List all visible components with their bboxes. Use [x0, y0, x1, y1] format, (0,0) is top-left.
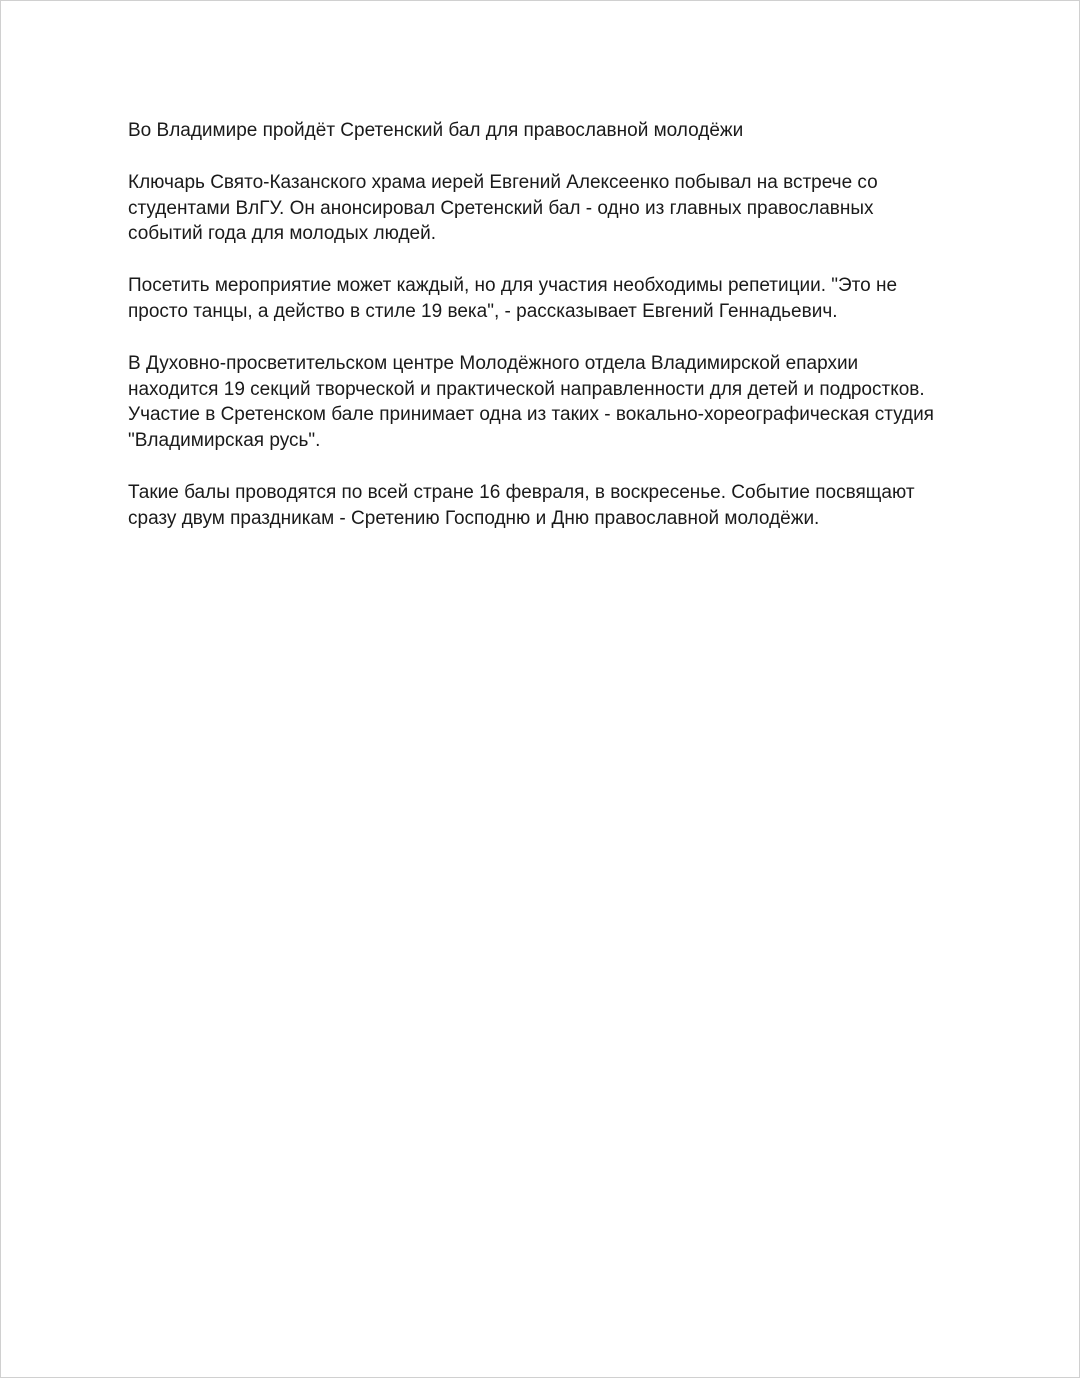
paragraph-1	[128, 170, 968, 247]
title-line: Во Владимире пройдёт Сретенский бал для православной молодёжи	[128, 120, 744, 141]
paragraph-line: студентами ВлГУ. Он анонсировал Сретенский бал - одно из главных православных	[128, 197, 874, 219]
paragraph-2	[128, 273, 968, 325]
paragraph-line: В Духовно-просветительском центре Молодёжного отдела Владимирской епархии	[128, 352, 859, 374]
paragraph-line: Такие балы проводятся по всей стране 16 февраля, в воскресенье. Событие посвящают	[128, 481, 915, 503]
paragraph-line: Ключарь Свято-Казанского храма иерей Евгений Алексеенко побывал на встрече со	[128, 171, 878, 193]
paragraph-line: "Владимирская русь".	[128, 430, 321, 452]
paragraph-line: просто танцы, а действо в стиле 19 века", - рассказывает Евгений Геннадьевич.	[128, 300, 838, 322]
paragraph-line: находится 19 секций творческой и практической направленности для детей и подростков.	[128, 378, 925, 400]
paragraph-line: сразу двум праздникам - Сретению Господню и Дню православной молодёжи.	[128, 507, 820, 529]
document-body	[128, 118, 968, 558]
document-title	[128, 118, 968, 144]
paragraph-line: событий года для молодых людей.	[128, 223, 437, 245]
paragraph-4	[128, 480, 968, 532]
paragraph-3	[128, 351, 968, 454]
paragraph-line: Посетить мероприятие может каждый, но для участия необходимы репетиции. "Это не	[128, 275, 898, 297]
paragraph-line: Участие в Сретенском бале принимает одна из таких - вокально-хореографическая студия	[128, 404, 934, 426]
